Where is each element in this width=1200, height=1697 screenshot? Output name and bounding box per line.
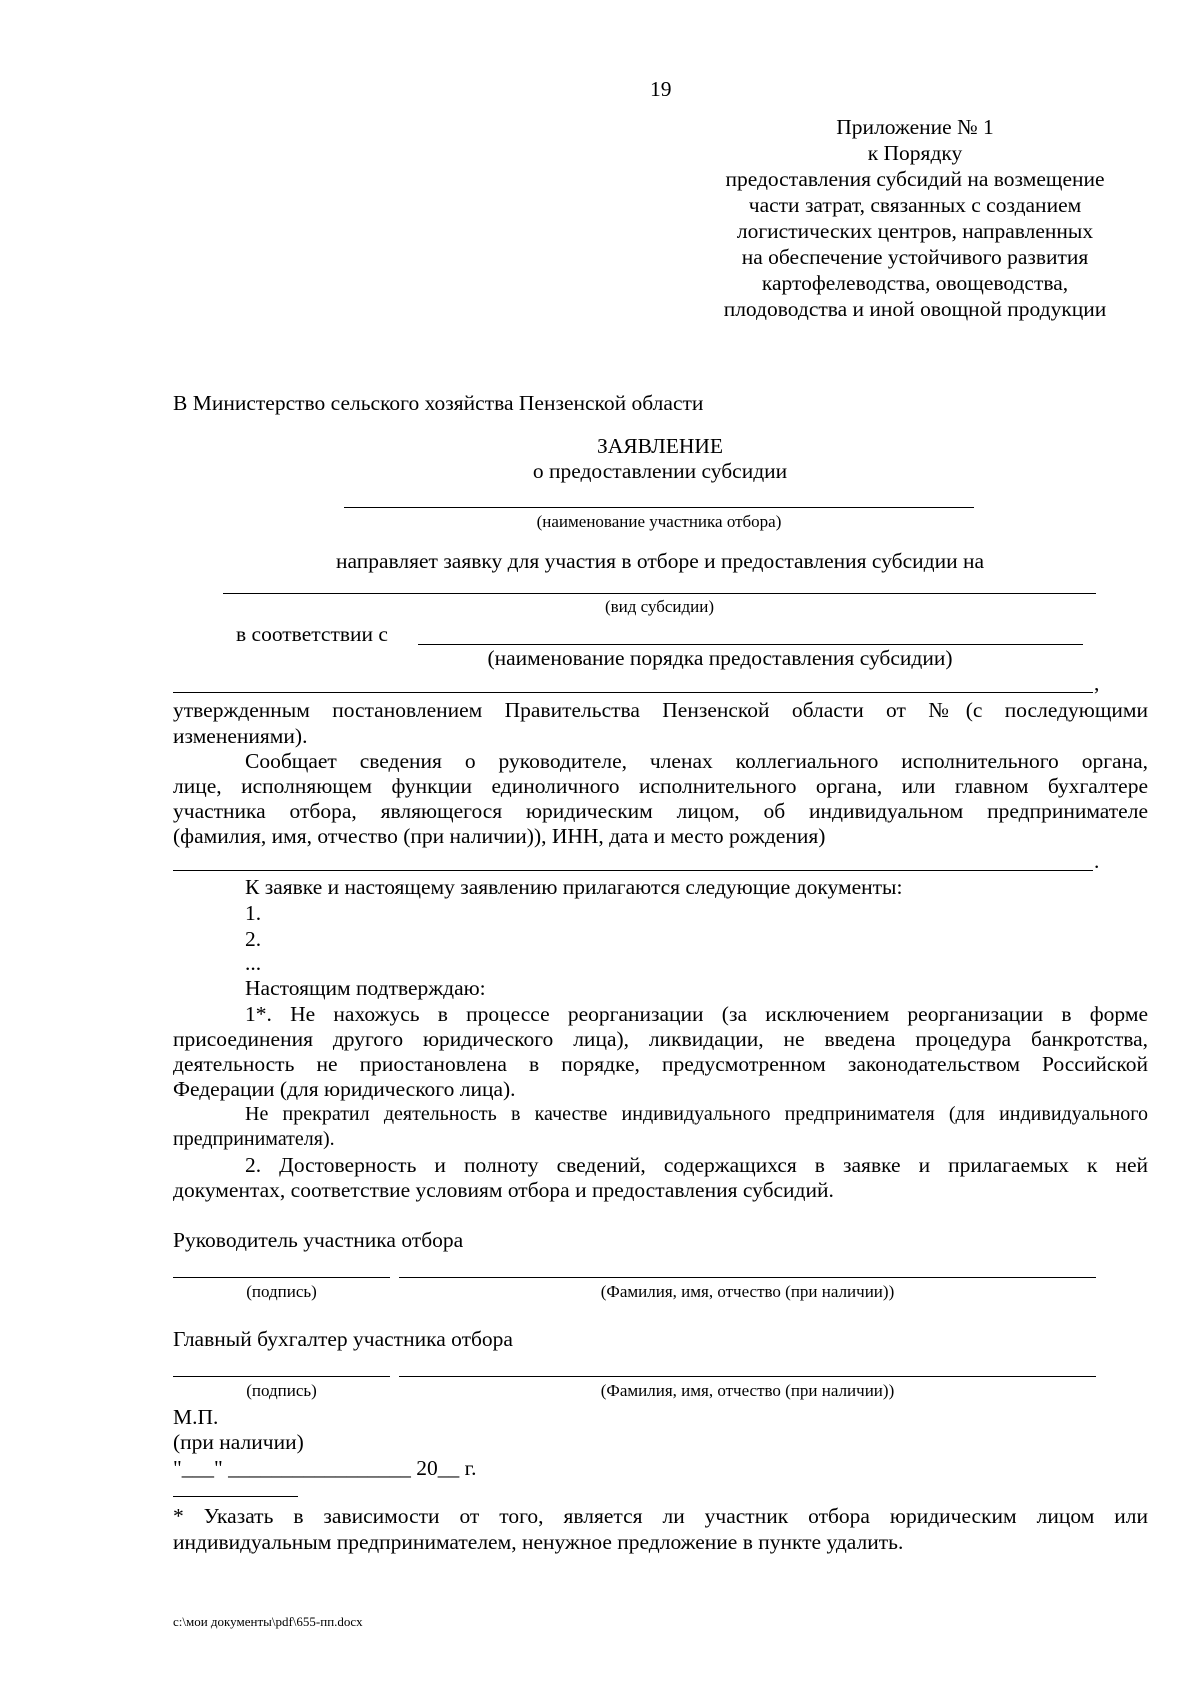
confirm2-line: 2. Достоверность и полноту сведений, содержащихся в заявке и прилагаемых к ней: [245, 1153, 1148, 1177]
info-text-line: лице, исполняющем функции единоличного исполнительного органа, или главном бухгалтере: [173, 774, 1148, 798]
confirm2-line: документах, соответствие условиям отбора и предоставления субсидий.: [173, 1178, 834, 1202]
head-signature-caption: (подпись): [246, 1282, 317, 1301]
appendix-line: предоставления субсидий на возмещение: [725, 167, 1105, 191]
subsidy-type-line[interactable]: [223, 593, 1096, 594]
appendix-line: на обеспечение устойчивого развития: [741, 245, 1089, 269]
attachment-item: 1.: [245, 901, 262, 925]
footnote-separator: [173, 1496, 298, 1497]
appendix-header: [655, 114, 1175, 322]
page-number: 19: [650, 77, 672, 101]
file-path: c:\мои документы\pdf\655-пп.docx: [173, 1614, 363, 1629]
appendix-line: логистических центров, направленных: [736, 219, 1094, 243]
appendix-line: части затрат, связанных с созданием: [748, 193, 1082, 217]
info-text-line: участника отбора, являющегося юридическим лицом, об индивидуальном предпринимателе: [173, 799, 1148, 823]
head-fio-caption: (Фамилия, имя, отчество (при наличии)): [600, 1282, 895, 1301]
appendix-line: Приложение № 1: [836, 115, 994, 139]
confirm1-line: Федерации (для юридического лица).: [173, 1077, 516, 1101]
date-line[interactable]: "___" _________________ 20__ г.: [173, 1456, 477, 1480]
subsidy-type-caption: (вид субсидии): [604, 597, 715, 616]
head-signature-line[interactable]: [173, 1277, 390, 1278]
confirm-ip-line: Не прекратил деятельность в качестве индивидуального предпринимателя (для индивидуального: [245, 1103, 1148, 1125]
addressee: В Министерство сельского хозяйства Пензенской области: [173, 391, 704, 415]
participant-name-line[interactable]: [344, 507, 974, 508]
info-text-line: (фамилия, имя, отчество (при наличии)), ИНН, дата и место рождения): [173, 824, 826, 848]
participant-caption: (наименование участника отбора): [536, 512, 782, 531]
confirm-ip-line: предпринимателя).: [173, 1128, 335, 1150]
approved-text-line: утвержденным постановлением Правительства Пензенской области от №(с последующими: [173, 698, 1148, 722]
accountant-signature-line[interactable]: [173, 1376, 390, 1377]
accountant-label: Главный бухгалтер участника отбора: [173, 1327, 513, 1351]
appendix-line: плодоводства и иной овощной продукции: [723, 297, 1107, 321]
info-text-line: Сообщает сведения о руководителе, членах коллегиального исполнительного органа,: [245, 749, 1148, 773]
confirm1-line: деятельность не приостановлена в порядке, предусмотренном законодательством Российской: [173, 1052, 1148, 1076]
footnote-line: * Указать в зависимости от того, является ли участник отбора юридическим лицом или: [173, 1504, 1148, 1528]
according-to-label: в соответствии с: [236, 622, 388, 646]
accountant-fio-caption: (Фамилия, имя, отчество (при наличии)): [600, 1381, 895, 1400]
attachment-item: ...: [245, 951, 262, 975]
stamp-label: М.П.: [173, 1405, 219, 1429]
head-label: Руководитель участника отбора: [173, 1228, 464, 1252]
confirm1-line: присоединения другого юридического лица), ликвидации, не введена процедура банкротства,: [173, 1027, 1148, 1051]
info-blank-line[interactable]: [173, 870, 1093, 871]
appendix-line: картофелеводства, овощеводства,: [761, 271, 1069, 295]
footnote-line: индивидуальным предпринимателем, ненужное предложение в пункте удалить.: [173, 1530, 904, 1554]
accountant-fio-line[interactable]: [399, 1376, 1096, 1377]
order-name-caption: (наименование порядка предоставления субсидии): [487, 646, 953, 670]
head-fio-line[interactable]: [399, 1277, 1096, 1278]
sends-request-text: направляет заявку для участия в отборе и предоставления субсидии на: [335, 549, 985, 573]
approved-text-line: изменениями).: [173, 724, 308, 748]
order-line-comma: ,: [1094, 671, 1100, 695]
stamp-note: (при наличии): [173, 1430, 304, 1454]
appendix-line: к Порядку: [867, 141, 963, 165]
confirm-intro: Настоящим подтверждаю:: [245, 976, 486, 1000]
accountant-signature-caption: (подпись): [246, 1381, 317, 1400]
document-subtitle: о предоставлении субсидии: [532, 459, 788, 483]
attachment-item: 2.: [245, 927, 262, 951]
attachments-intro: К заявке и настоящему заявлению прилагаются следующие документы:: [245, 875, 903, 899]
order-continuation-line[interactable]: [173, 692, 1093, 693]
info-line-period: .: [1094, 849, 1100, 873]
document-title: ЗАЯВЛЕНИЕ: [596, 434, 724, 458]
confirm1-line: 1*. Не нахожусь в процессе реорганизации (за исключением реорганизации в форме: [245, 1002, 1148, 1026]
